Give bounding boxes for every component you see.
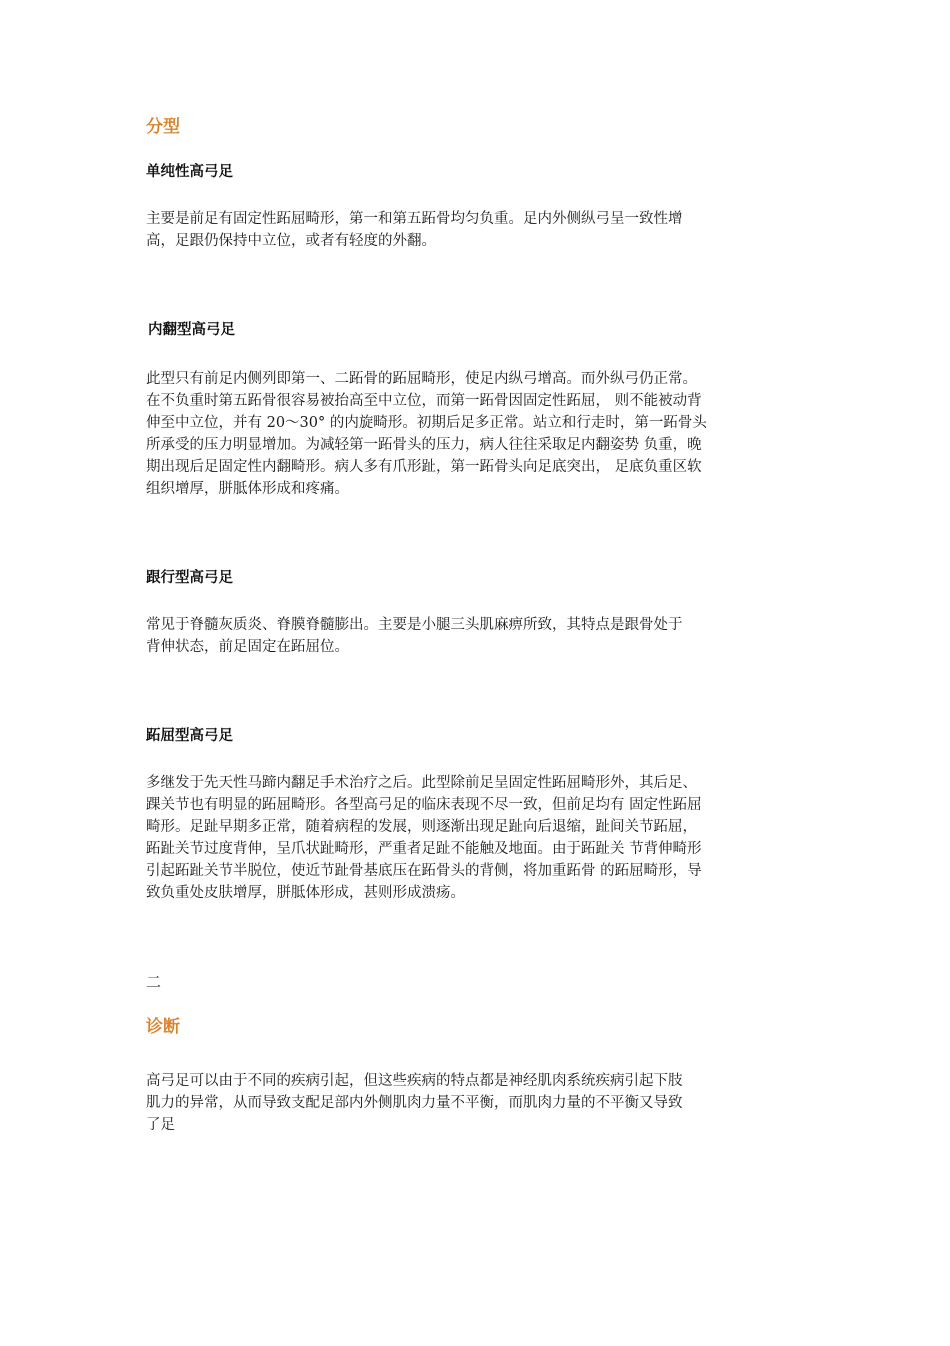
diagnosis-heading: 诊断 — [146, 1017, 180, 1037]
varus-cavus-title: 内翻型高弓足 — [148, 322, 235, 338]
types-heading: 分型 — [146, 117, 180, 137]
section-number: 二 — [146, 973, 162, 991]
calcaneal-cavus-title: 跟行型高弓足 — [146, 570, 233, 586]
simple-cavus-title: 单纯性高弓足 — [146, 164, 233, 180]
simple-cavus-body: 主要是前足有固定性跖屈畸形，第一和第五跖骨均匀负重。足内外侧纵弓呈一致性增 高，足跟仍保持中立位，或者有轻度的外翻。 — [146, 211, 683, 249]
calcaneal-cavus-body: 常见于脊髓灰质炎、脊膜脊髓膨出。主要是小腿三头肌麻痹所致，其特点是跟骨处于 背伸状态，前足固定在跖屈位。 — [146, 617, 683, 655]
plantarflex-cavus-body: 多继发于先天性马蹄内翻足手术治疗之后。此型除前足呈固定性跖屈畸形外，其后足、 踝关节也有明显的跖屈畸形。各型高弓足的临床表现不尽一致，但前足均有 固定性跖屈 畸形。足趾早期多正常，随着病程的发展，则逐渐出现足趾向后退缩，趾间关节跖屈， 跖趾关节过度背伸，呈爪状趾畸形，严重者足趾不能触及地面。由于跖趾关 节背伸畸形 引起跖趾关节半脱位，使近节趾骨基底压在跖骨头的背侧，将加重跖骨 的跖屈畸形，导 致负重处皮肤增厚，胼胝体形成，甚则形成溃疡。 — [146, 775, 702, 901]
plantarflex-cavus-title: 跖屈型高弓足 — [146, 728, 233, 744]
varus-cavus-body: 此型只有前足内侧列即第一、二跖骨的跖屈畸形，使足内纵弓增高。而外纵弓仍正常。 在不负重时第五跖骨很容易被抬高至中立位，而第一跖骨因固定性跖屈， 则不能被动背 伸至中立位，并有 20～30° 的内旋畸形。初期后足多正常。站立和行走时，第一跖骨头 所承受的压力明显增加。为减轻第一跖骨头的压力，病人往往采取足内翻姿势 负重，晚 期出现后足固定性内翻畸形。病人多有爪形趾，第一跖骨头向足底突出， 足底负重区软 组织增厚，胼胝体形成和疼痛。 — [146, 371, 707, 497]
diagnosis-body: 高弓足可以由于不同的疾病引起，但这些疾病的特点都是神经肌肉系统疾病引起下肢 肌力的异常，从而导致支配足部内外侧肌肉力量不平衡，而肌肉力量的不平衡又导致 了足 — [146, 1073, 683, 1133]
